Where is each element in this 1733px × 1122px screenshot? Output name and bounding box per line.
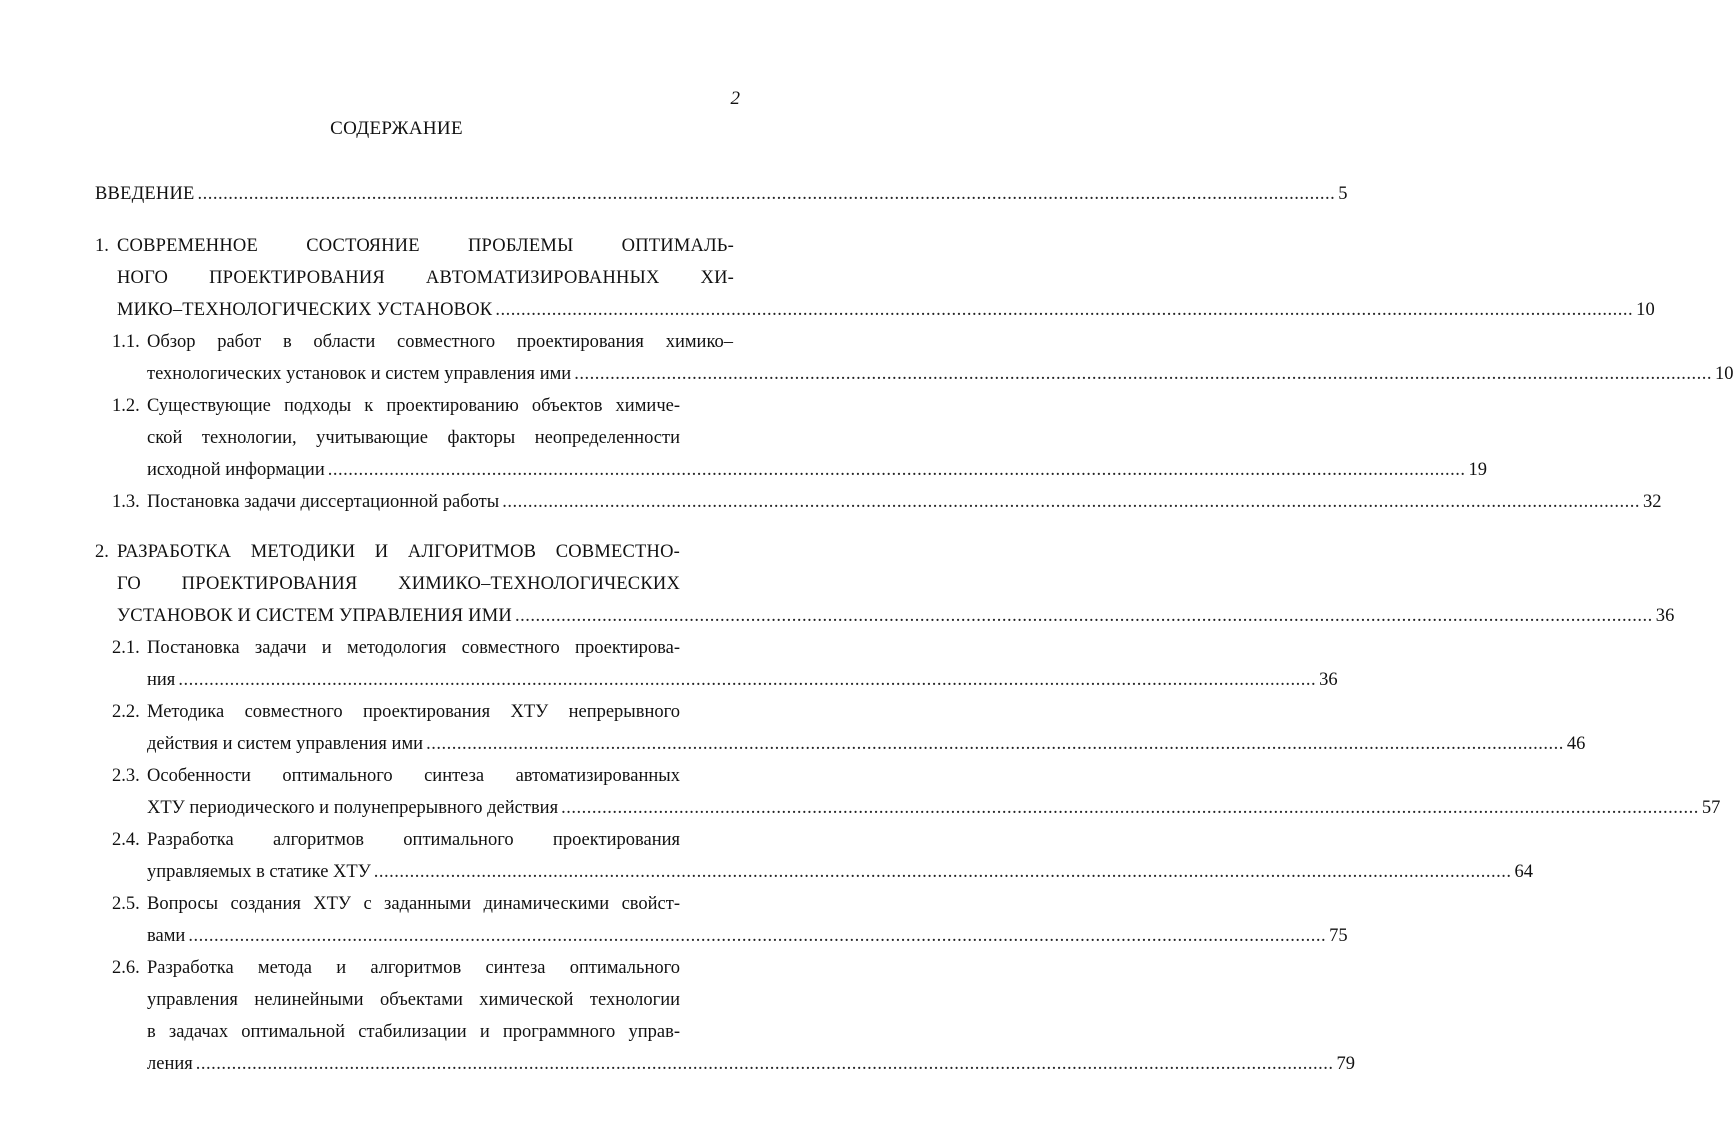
leader-dots: .............................................................................................................................................................................................................................. [178,670,1317,690]
toc-entry-chapter-1[interactable] [117,296,1655,324]
toc-entry-2-6[interactable] [147,1050,1356,1078]
leader-dots: .............................................................................................................................................................................................................................. [561,798,1699,818]
toc-entry-page: 36 [1655,606,1675,626]
toc-title: СОДЕРЖАНИЕ [330,118,463,139]
chapter-title-line: УСТАНОВОК И СИСТЕМ УПРАВЛЕНИЯ ИМИ [117,606,512,626]
leader-dots: .............................................................................................................................................................................................................................. [514,606,1653,626]
section-title-line: технологических установок и систем управления ими [147,364,572,384]
section-title-line: управляемых в статике ХТУ [147,862,371,882]
toc-entry-page: 32 [1642,492,1662,512]
toc-entry-page: 79 [1336,1054,1356,1074]
toc-entry-2-2[interactable] [147,730,1586,758]
section-title-line: Постановка задачи и методология совместного проектирова- [147,638,680,658]
toc-entry-page: 36 [1319,670,1338,690]
section-title-line: Постановка задачи диссертационной работы [147,492,500,512]
section-title-line: Разработка алгоритмов оптимального проектирования [147,830,680,850]
toc-entry-page: 75 [1329,926,1348,946]
toc-entry-1-3[interactable] [147,488,1662,516]
section-title-line: ХТУ периодического и полунепрерывного действия [147,798,559,818]
toc-entry-page: 57 [1701,798,1721,818]
section-number: 2.1. [112,638,140,658]
leader-dots: .............................................................................................................................................................................................................................. [195,1054,1334,1074]
chapter-number: 2. [95,542,109,562]
chapter-title-line: ГО ПРОЕКТИРОВАНИЯ ХИМИКО–ТЕХНОЛОГИЧЕСКИХ [117,574,680,594]
section-title-line: исходной информации [147,460,325,480]
toc-entry-chapter-2[interactable] [117,602,1675,630]
chapter-title-line: МИКО–ТЕХНОЛОГИЧЕСКИХ УСТАНОВОК [117,300,493,320]
leader-dots: .............................................................................................................................................................................................................................. [426,734,1564,754]
section-title-line: действия и систем управления ими [147,734,424,754]
toc-entry-2-3[interactable] [147,794,1721,822]
toc-entry-page: 19 [1468,460,1487,480]
toc-entry-2-1[interactable] [147,666,1338,694]
section-title-line: управления нелинейными объектами химической технологии [147,990,680,1010]
chapter-title-line: НОГО ПРОЕКТИРОВАНИЯ АВТОМАТИЗИРОВАННЫХ ХИ- [117,268,734,288]
section-title-line: вами [147,926,186,946]
leader-dots: .............................................................................................................................................................................................................................. [502,492,1640,512]
chapter-number: 1. [95,236,109,256]
section-number: 2.5. [112,894,140,914]
chapter-title-line: СОВРЕМЕННОЕ СОСТОЯНИЕ ПРОБЛЕМЫ ОПТИМАЛЬ- [117,236,734,256]
toc-entry-1-2[interactable] [147,456,1487,484]
section-number: 2.3. [112,766,140,786]
chapter-title-line: РАЗРАБОТКА МЕТОДИКИ И АЛГОРИТМОВ СОВМЕСТНО- [117,542,680,562]
toc-entry-page: 10 [1636,300,1655,320]
leader-dots: .............................................................................................................................................................................................................................. [574,364,1712,384]
toc-entry-page: 10 [1714,364,1733,384]
page-number: 2 [730,88,740,109]
section-number: 2.4. [112,830,140,850]
leader-dots: .............................................................................................................................................................................................................................. [495,300,1634,320]
leader-dots: .............................................................................................................................................................................................................................. [373,862,1512,882]
section-title-line: в задачах оптимальной стабилизации и программного управ- [147,1022,680,1042]
toc-entry-2-4[interactable] [147,858,1534,886]
toc-entry-page: 64 [1514,862,1534,882]
toc-entry-label: ВВЕДЕНИЕ [95,184,195,204]
section-title-line: ния [147,670,176,690]
section-title-line: ской технологии, учитывающие факторы неопределенности [147,428,680,448]
section-title-line: ления [147,1054,193,1074]
section-title-line: Методика совместного проектирования ХТУ непрерывного [147,702,680,722]
section-number: 1.1. [112,332,140,352]
section-number: 1.3. [112,492,140,512]
section-title-line: Существующие подходы к проектированию объектов химиче- [147,396,680,416]
toc-entry-page: 5 [1338,184,1348,204]
leader-dots: .............................................................................................................................................................................................................................. [197,184,1336,204]
toc-entry-2-5[interactable] [147,922,1348,950]
section-number: 1.2. [112,396,140,416]
section-title-line: Обзор работ в области совместного проектирования химико– [147,332,733,352]
leader-dots: .............................................................................................................................................................................................................................. [327,460,1466,480]
section-title-line: Особенности оптимального синтеза автоматизированных [147,766,680,786]
section-number: 2.6. [112,958,140,978]
toc-entry-page: 46 [1566,734,1586,754]
leader-dots: .............................................................................................................................................................................................................................. [188,926,1327,946]
toc-entry-1-1[interactable] [147,360,1733,388]
section-number: 2.2. [112,702,140,722]
section-title-line: Вопросы создания ХТУ с заданными динамическими свойст- [147,894,680,914]
section-title-line: Разработка метода и алгоритмов синтеза оптимального [147,958,680,978]
toc-entry-intro[interactable] [95,180,1348,208]
